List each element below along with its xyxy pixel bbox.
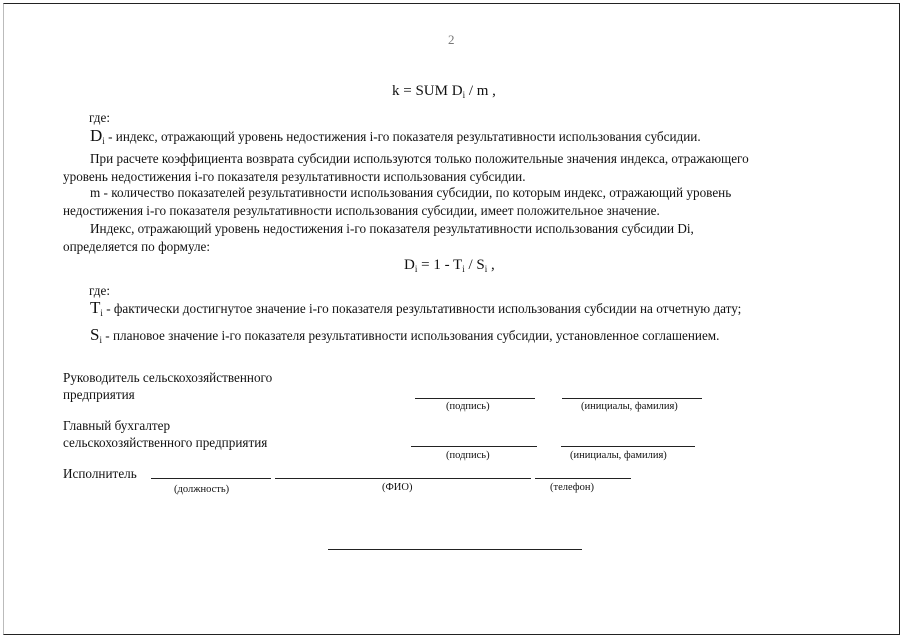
- head-title-line2: предприятия: [63, 387, 135, 402]
- formula-di-slash: / S: [464, 257, 485, 273]
- si-symbol-sub: i: [99, 335, 102, 345]
- formula-di-s-sub: i: [484, 264, 488, 274]
- head-name-caption: (инициалы, фамилия): [581, 401, 678, 412]
- ti-definition-text: - фактически достигнутое значение i-го показателя результативности использования субсидии на отчетную дату;: [102, 301, 742, 316]
- executor-position-line: [151, 478, 271, 479]
- executor-phone-line: [535, 478, 631, 479]
- head-name-line: [562, 398, 702, 399]
- ti-symbol: T: [90, 298, 101, 317]
- formula-di-d: D: [404, 257, 415, 273]
- para3-line2: определяется по формуле:: [63, 239, 211, 254]
- si-definition: [90, 326, 719, 349]
- head-signature-caption: (подпись): [446, 401, 490, 412]
- page-number: 2: [448, 32, 455, 47]
- para2-line2: недостижения i-го показателя результативности использования субсидии, имеет положительное значение.: [63, 203, 660, 218]
- formula-k-lhs: k = SUM D: [392, 83, 463, 99]
- formula-k-sub: i: [462, 90, 466, 100]
- head-signature-line: [415, 398, 535, 399]
- acct-signature-line: [411, 446, 537, 447]
- di-definition: [90, 127, 701, 150]
- acct-name-caption: (инициалы, фамилия): [570, 450, 667, 461]
- head-title-line1: Руководитель сельскохозяйственного: [63, 370, 273, 385]
- di-symbol-sub: i: [102, 136, 105, 146]
- si-definition-text: - плановое значение i-го показателя результативности использования субсидии, установленное соглашением.: [101, 328, 720, 343]
- si-symbol: S: [90, 325, 100, 344]
- formula-di: [404, 257, 495, 274]
- formula-k-rhs: / m ,: [465, 83, 496, 99]
- ti-symbol-sub: i: [100, 308, 103, 318]
- para1-line2: уровень недостижения i-го показателя результативности использования субсидии.: [63, 169, 526, 184]
- para2-line1: m - количество показателей результативности использования субсидии, по которым индекс, отражающий уровень: [90, 185, 732, 200]
- ti-definition: [90, 299, 741, 322]
- para1-line1: При расчете коэффициента возврата субсидии используются только положительные значения индекса, отражающего: [90, 151, 749, 166]
- executor-fio-line: [275, 478, 531, 479]
- di-definition-text: - индекс, отражающий уровень недостижения i-го показателя результативности использования субсидии.: [104, 129, 701, 144]
- para3-line1: Индекс, отражающий уровень недостижения i-го показателя результативности использования субсидии Di,: [90, 221, 694, 236]
- where-label-1: где:: [89, 110, 110, 125]
- acct-signature-caption: (подпись): [446, 450, 490, 461]
- di-symbol: D: [90, 126, 103, 145]
- formula-di-mid: = 1 - T: [417, 257, 463, 273]
- executor-fio-caption: (ФИО): [382, 482, 413, 493]
- formula-k: [392, 83, 496, 100]
- formula-di-d-sub: i: [414, 264, 418, 274]
- acct-title-line1: Главный бухгалтер: [63, 418, 171, 433]
- executor-label: Исполнитель: [63, 466, 137, 481]
- closing-rule: [328, 549, 582, 550]
- executor-position-caption: (должность): [174, 484, 230, 495]
- formula-di-t-sub: i: [462, 264, 465, 274]
- where-label-2: где:: [89, 283, 110, 298]
- executor-phone-caption: (телефон): [550, 482, 594, 493]
- formula-di-end: ,: [487, 257, 495, 273]
- acct-title-line2: сельскохозяйственного предприятия: [63, 435, 268, 450]
- acct-name-line: [561, 446, 695, 447]
